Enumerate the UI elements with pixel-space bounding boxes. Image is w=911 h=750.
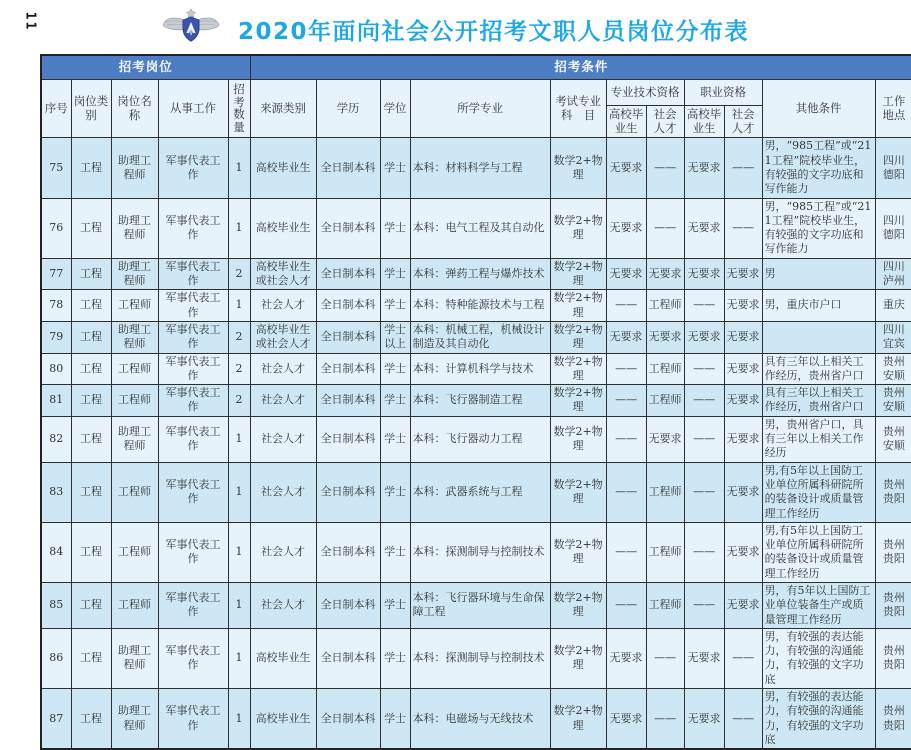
title-bar	[0, 0, 911, 48]
table-cell: 全日制本科	[316, 416, 380, 462]
table-cell: 工程	[71, 321, 111, 353]
table-cell: 学士	[380, 258, 410, 290]
table-row	[41, 353, 911, 385]
table-cell: 无要求	[724, 258, 762, 290]
table-cell: 80	[41, 353, 71, 385]
table-row	[41, 582, 911, 628]
table-cell: 高校毕业生	[250, 689, 316, 750]
table-row	[41, 385, 911, 417]
table-cell: 数学2+物理	[550, 416, 606, 462]
table-cell: 贵州贵阳	[875, 462, 911, 522]
table-cell: 助理工程师	[111, 198, 158, 258]
table-cell: 数学2+物理	[550, 321, 606, 353]
table-cell: 工程师	[646, 462, 684, 522]
table-cell: 助理工程师	[111, 138, 158, 198]
col-header-category: 岗位类别	[71, 79, 111, 138]
col-header-location: 工作地点	[875, 79, 911, 138]
table-cell: 2	[228, 385, 250, 417]
table-cell: ——	[724, 628, 762, 688]
table-cell: 86	[41, 628, 71, 688]
table-cell: 无要求	[684, 628, 724, 688]
table-row	[41, 522, 911, 582]
table-cell: 数学2+物理	[550, 628, 606, 688]
table-cell: 无要求	[684, 321, 724, 353]
table-cell: 无要求	[724, 582, 762, 628]
table-cell: 军事代表工作	[158, 258, 228, 290]
table-cell: 四川宜宾	[875, 321, 911, 353]
table-cell: 男，有较强的表达能力，有较强的沟通能力，有较强的文字功底	[762, 689, 875, 750]
table-cell: 无要求	[606, 138, 646, 198]
table-cell: 军事代表工作	[158, 522, 228, 582]
col-header-major: 所学专业	[410, 79, 550, 138]
table-cell: 军事代表工作	[158, 462, 228, 522]
table-cell: 军事代表工作	[158, 353, 228, 385]
table-cell: 学士	[380, 582, 410, 628]
table-cell: 贵州贵阳	[875, 522, 911, 582]
table-cell: 数学2+物理	[550, 689, 606, 750]
table-cell: 全日制本科	[316, 582, 380, 628]
table-cell: 本科：计算机科学与技术	[410, 353, 550, 385]
table-cell: 无要求	[684, 689, 724, 750]
table-cell: 男,有5年以上国防工业单位所属科研院所的装备设计或质量管理工作经历	[762, 462, 875, 522]
table-cell: 82	[41, 416, 71, 462]
table-cell: 数学2+物理	[550, 385, 606, 417]
table-cell: 无要求	[606, 628, 646, 688]
table-cell: 85	[41, 582, 71, 628]
col-header-other: 其他条件	[762, 79, 875, 138]
table-row	[41, 321, 911, 353]
table-cell: 男，有5年以上国防工业单位装备生产或质量管理工作经历	[762, 582, 875, 628]
col-header-serial: 序号	[41, 79, 71, 138]
table-cell: 无要求	[724, 462, 762, 522]
table-cell	[762, 321, 875, 353]
table-cell: ——	[606, 462, 646, 522]
table-cell: 贵州贵阳	[875, 628, 911, 688]
table-cell: 全日制本科	[316, 385, 380, 417]
table-cell: 本科：机械工程，机械设计制造及其自动化	[410, 321, 550, 353]
col-header-prof-grad: 高校毕业生	[606, 105, 646, 138]
table-cell: 社会人才	[250, 290, 316, 322]
table-cell: 工程	[71, 258, 111, 290]
col-header-quantity: 招考数量	[228, 79, 250, 138]
table-cell: 数学2+物理	[550, 522, 606, 582]
table-cell: ——	[684, 462, 724, 522]
table-cell: 学士	[380, 462, 410, 522]
table-cell: 工程师	[111, 353, 158, 385]
table-cell: 本科：探测制导与控制技术	[410, 628, 550, 688]
table-cell: 全日制本科	[316, 689, 380, 750]
table-cell: 无要求	[724, 290, 762, 322]
table-cell: 本科：电磁场与无线技术	[410, 689, 550, 750]
col-header-voc-grad: 高校毕业生	[684, 105, 724, 138]
col-header-degree: 学位	[380, 79, 410, 138]
table-cell: 1	[228, 522, 250, 582]
table-cell: ——	[646, 198, 684, 258]
positions-table	[40, 54, 911, 750]
table-cell: 全日制本科	[316, 522, 380, 582]
table-cell: 本科：材料科学与工程	[410, 138, 550, 198]
col-header-exam-subject: 考试专业科 目	[550, 79, 606, 138]
table-cell: ——	[684, 353, 724, 385]
table-cell: 77	[41, 258, 71, 290]
table-cell: 工程	[71, 582, 111, 628]
table-cell: 1	[228, 198, 250, 258]
table-row	[41, 258, 911, 290]
table-header-row	[41, 79, 911, 105]
table-cell: ——	[606, 385, 646, 417]
table-cell: 军事代表工作	[158, 138, 228, 198]
table-cell: 1	[228, 138, 250, 198]
table-cell: 社会人才	[250, 582, 316, 628]
table-cell: 社会人才	[250, 462, 316, 522]
table-cell: 学士	[380, 522, 410, 582]
table-cell: 工程	[71, 416, 111, 462]
table-cell: 工程师	[646, 290, 684, 322]
table-cell: 学士以上	[380, 321, 410, 353]
table-cell: 社会人才	[250, 416, 316, 462]
table-row	[41, 198, 911, 258]
table-cell: 学士	[380, 689, 410, 750]
table-cell: 军事代表工作	[158, 628, 228, 688]
table-cell: 无要求	[684, 258, 724, 290]
page-title: 2020年面向社会公开招考文职人员岗位分布表	[237, 18, 749, 45]
col-header-prof-social: 社会人才	[646, 105, 684, 138]
col-header-work: 从事工作	[158, 79, 228, 138]
table-cell: 全日制本科	[316, 290, 380, 322]
table-cell: 工程师	[111, 385, 158, 417]
table-cell: 学士	[380, 385, 410, 417]
col-header-education: 学历	[316, 79, 380, 138]
table-cell: 无要求	[606, 689, 646, 750]
table-row	[41, 462, 911, 522]
table-cell: 本科：飞行器制造工程	[410, 385, 550, 417]
table-cell: 高校毕业生	[250, 198, 316, 258]
table-cell: 无要求	[724, 321, 762, 353]
table-cell: 男，有较强的表达能力，有较强的沟通能力，有较强的文字功底	[762, 628, 875, 688]
table-cell: ——	[606, 582, 646, 628]
table-cell: 76	[41, 198, 71, 258]
table-cell: 工程	[71, 462, 111, 522]
table-cell: 无要求	[724, 353, 762, 385]
table-cell: ——	[684, 522, 724, 582]
table-cell: 男,有5年以上国防工业单位所属科研院所的装备设计或质量管理工作经历	[762, 522, 875, 582]
table-cell: ——	[724, 689, 762, 750]
table-cell: 78	[41, 290, 71, 322]
table-cell: 84	[41, 522, 71, 582]
table-cell: 本科：飞行器环境与生命保障工程	[410, 582, 550, 628]
table-cell: 2	[228, 353, 250, 385]
table-cell: 工程	[71, 522, 111, 582]
table-cell: 贵州安顺	[875, 353, 911, 385]
table-cell: 男，“985工程”或“211工程”院校毕业生，有较强的文字功底和写作能力	[762, 138, 875, 198]
table-cell: 数学2+物理	[550, 138, 606, 198]
col-header-voc-social: 社会人才	[724, 105, 762, 138]
table-cell: 全日制本科	[316, 353, 380, 385]
table-cell: 军事代表工作	[158, 290, 228, 322]
table-cell: 工程师	[646, 582, 684, 628]
table-cell: 男	[762, 258, 875, 290]
table-cell: 贵州安顺	[875, 416, 911, 462]
table-cell: 本科：飞行器动力工程	[410, 416, 550, 462]
table-cell: 无要求	[646, 321, 684, 353]
table-cell: 1	[228, 416, 250, 462]
table-cell: ——	[724, 198, 762, 258]
table-cell: 数学2+物理	[550, 353, 606, 385]
col-header-prof-qual: 专业技术资格	[606, 79, 684, 105]
table-cell: 男，“985工程”或“211工程”院校毕业生，有较强的文字功底和写作能力	[762, 198, 875, 258]
table-cell: ——	[606, 522, 646, 582]
table-cell: 无要求	[724, 385, 762, 417]
table-cell: 助理工程师	[111, 416, 158, 462]
table-cell: 军事代表工作	[158, 416, 228, 462]
table-cell: 四川德阳	[875, 138, 911, 198]
table-cell: 81	[41, 385, 71, 417]
col-header-vocational-qual: 职业资格	[684, 79, 762, 105]
table-cell: 工程师	[111, 290, 158, 322]
table-cell: 高校毕业生	[250, 628, 316, 688]
table-cell: 学士	[380, 353, 410, 385]
table-cell: ——	[606, 416, 646, 462]
table-cell: ——	[646, 628, 684, 688]
col-header-name: 岗位名称	[111, 79, 158, 138]
table-cell: 工程师	[111, 462, 158, 522]
table-cell: 无要求	[684, 198, 724, 258]
table-cell: ——	[684, 416, 724, 462]
table-cell: ——	[684, 385, 724, 417]
table-cell: 工程师	[646, 353, 684, 385]
table-cell: 无要求	[606, 198, 646, 258]
table-cell: 重庆	[875, 290, 911, 322]
table-cell: 1	[228, 462, 250, 522]
table-cell: 本科：弹药工程与爆炸技术	[410, 258, 550, 290]
table-cell: 数学2+物理	[550, 582, 606, 628]
table-cell: 全日制本科	[316, 321, 380, 353]
table-cell: 数学2+物理	[550, 290, 606, 322]
airforce-emblem-icon	[162, 8, 220, 50]
table-cell: 军事代表工作	[158, 198, 228, 258]
table-cell: 1	[228, 290, 250, 322]
table-cell: 无要求	[606, 258, 646, 290]
table-cell: 军事代表工作	[158, 385, 228, 417]
table-cell: 四川泸州	[875, 258, 911, 290]
table-cell: 贵州安顺	[875, 385, 911, 417]
table-cell: 83	[41, 462, 71, 522]
page-number-label: 11	[22, 11, 38, 32]
table-cell: 全日制本科	[316, 258, 380, 290]
table-cell: 全日制本科	[316, 462, 380, 522]
table-cell: 2	[228, 258, 250, 290]
table-group-header-row	[41, 55, 911, 79]
table-cell: 助理工程师	[111, 689, 158, 750]
table-cell: ——	[646, 138, 684, 198]
table-cell: 社会人才	[250, 522, 316, 582]
table-cell: 工程	[71, 138, 111, 198]
table-cell: 军事代表工作	[158, 321, 228, 353]
table-cell: ——	[724, 138, 762, 198]
table-row	[41, 689, 911, 750]
table-cell: 79	[41, 321, 71, 353]
table-cell: 学士	[380, 628, 410, 688]
table-cell: 工程	[71, 353, 111, 385]
table-cell: 具有三年以上相关工作经历，贵州省户口	[762, 353, 875, 385]
table-cell: 无要求	[724, 416, 762, 462]
table-row	[41, 290, 911, 322]
table-cell: 学士	[380, 138, 410, 198]
table-cell: 本科：探测制导与控制技术	[410, 522, 550, 582]
table-cell: 无要求	[646, 416, 684, 462]
table-cell: ——	[684, 290, 724, 322]
table-cell: 87	[41, 689, 71, 750]
table-cell: 社会人才	[250, 353, 316, 385]
table-cell: 男，重庆市户口	[762, 290, 875, 322]
table-cell: 军事代表工作	[158, 582, 228, 628]
table-cell: 无要求	[724, 522, 762, 582]
table-cell: 2	[228, 321, 250, 353]
group-header-conditions: 招考条件	[250, 55, 911, 79]
table-cell: 工程师	[646, 385, 684, 417]
table-row	[41, 416, 911, 462]
table-cell: 数学2+物理	[550, 258, 606, 290]
table-cell: 1	[228, 689, 250, 750]
table-cell: 无要求	[646, 258, 684, 290]
table-row	[41, 138, 911, 198]
table-cell: 贵州贵阳	[875, 582, 911, 628]
table-cell: 1	[228, 582, 250, 628]
table-cell: 助理工程师	[111, 628, 158, 688]
table-cell: 工程	[71, 198, 111, 258]
table-cell: 无要求	[606, 321, 646, 353]
table-cell: 本科：武器系统与工程	[410, 462, 550, 522]
table-cell: 全日制本科	[316, 628, 380, 688]
table-cell: 工程	[71, 689, 111, 750]
table-cell: 助理工程师	[111, 258, 158, 290]
table-cell: 社会人才	[250, 385, 316, 417]
table-cell: 本科：电气工程及其自动化	[410, 198, 550, 258]
table-cell: 学士	[380, 290, 410, 322]
table-cell: 工程	[71, 628, 111, 688]
table-cell: 高校毕业生或社会人才	[250, 258, 316, 290]
table-cell: 学士	[380, 198, 410, 258]
table-cell: 全日制本科	[316, 138, 380, 198]
table-cell: 全日制本科	[316, 198, 380, 258]
table-cell: 无要求	[684, 138, 724, 198]
table-cell: 男，贵州省户口，具有三年以上相关工作经历	[762, 416, 875, 462]
table-cell: 数学2+物理	[550, 198, 606, 258]
table-body	[41, 138, 911, 749]
table-cell: 四川德阳	[875, 198, 911, 258]
table-cell: ——	[684, 582, 724, 628]
table-cell: 75	[41, 138, 71, 198]
table-cell: 学士	[380, 416, 410, 462]
table-cell: ——	[606, 290, 646, 322]
table-cell: 高校毕业生或社会人才	[250, 321, 316, 353]
table-cell: 贵州贵阳	[875, 689, 911, 750]
table-cell: 工程师	[111, 522, 158, 582]
table-cell: 高校毕业生	[250, 138, 316, 198]
table-cell: 1	[228, 628, 250, 688]
table-cell: 军事代表工作	[158, 689, 228, 750]
table-cell: 具有三年以上相关工作经历，贵州省户口	[762, 385, 875, 417]
table-cell: 工程	[71, 385, 111, 417]
table-cell: 数学2+物理	[550, 462, 606, 522]
table-cell: ——	[606, 353, 646, 385]
table-cell: 助理工程师	[111, 321, 158, 353]
table-cell: 工程师	[646, 522, 684, 582]
table-cell: ——	[646, 689, 684, 750]
col-header-source: 来源类别	[250, 79, 316, 138]
group-header-post: 招考岗位	[41, 55, 250, 79]
table-cell: 工程师	[111, 582, 158, 628]
table-cell: 本科：特种能源技术与工程	[410, 290, 550, 322]
table-cell: 工程	[71, 290, 111, 322]
table-row	[41, 628, 911, 688]
